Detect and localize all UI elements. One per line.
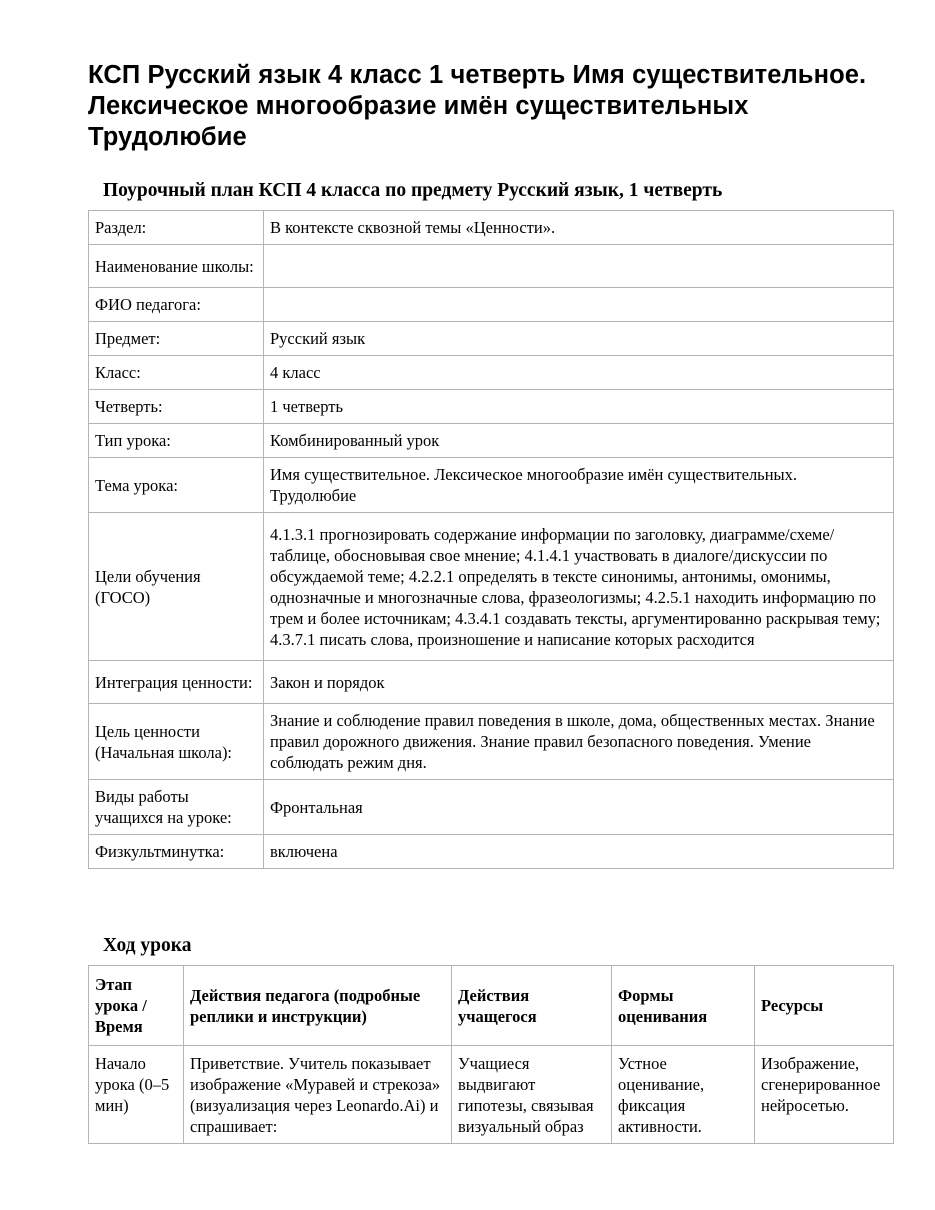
info-value: Русский язык: [264, 322, 894, 356]
cell-stage: Начало урока (0–5 мин): [89, 1046, 184, 1144]
info-label: Раздел:: [89, 211, 264, 245]
info-value: Закон и порядок: [264, 661, 894, 704]
info-label: Виды работы учащихся на уроке:: [89, 780, 264, 835]
info-row-section: [89, 211, 894, 245]
info-row-value-integration: [89, 661, 894, 704]
info-label: Интеграция ценности:: [89, 661, 264, 704]
info-row-teacher: [89, 288, 894, 322]
document-title: КСП Русский язык 4 класс 1 четверть Имя существительное. Лексическое многообразие имён существительных Трудолюбие: [88, 61, 867, 151]
document-page: [88, 0, 893, 1136]
info-label: Физкультминутка:: [89, 835, 264, 869]
info-label: ФИО педагога:: [89, 288, 264, 322]
course-heading: Ход урока: [103, 935, 192, 956]
header-stage: Этап урока / Время: [89, 966, 184, 1046]
info-value: 4.1.3.1 прогнозировать содержание информации по заголовку, диаграмме/схеме/ таблице, обосновывая свое мнение; 4.1.4.1 участвовать в диалоге/дискуссии по обсуждаемой теме; 4.2.2.1 определять в тексте синонимы, антонимы, омонимы, однозначные и многозначные слова, фразеологизмы; 4.2.5.1 находить информацию по трем и более источникам; 4.3.4.1 создавать тексты, аргументированно раскрывая тему; 4.3.7.1 писать слова, произношение и написание которых расходится: [264, 513, 894, 661]
info-row-subject: [89, 322, 894, 356]
info-row-topic: [89, 458, 894, 513]
info-value: 1 четверть: [264, 390, 894, 424]
course-header-row: [89, 966, 894, 1046]
info-value: В контексте сквозной темы «Ценности».: [264, 211, 894, 245]
info-value: [264, 288, 894, 322]
cell-teacher-actions: Приветствие. Учитель показывает изображение «Муравей и стрекоза» (визуализация через Leonardo.Ai) и спрашивает:: [184, 1046, 452, 1144]
info-value: 4 класс: [264, 356, 894, 390]
info-value: Имя существительное. Лексическое многообразие имён существительных. Трудолюбие: [264, 458, 894, 513]
info-label: Цели обучения (ГОСО): [89, 513, 264, 661]
cell-resources: Изображение, сгенерированное нейросетью.: [755, 1046, 894, 1144]
info-value: Комбинированный урок: [264, 424, 894, 458]
info-label: Четверть:: [89, 390, 264, 424]
info-row-school: [89, 245, 894, 288]
info-label: Цель ценности (Начальная школа):: [89, 704, 264, 780]
info-label: Тип урока:: [89, 424, 264, 458]
info-row-pe-break: [89, 835, 894, 869]
header-resources: Ресурсы: [755, 966, 894, 1046]
cell-student-actions: Учащиеся выдвигают гипотезы, связывая визуальный образ: [452, 1046, 612, 1144]
header-teacher-actions: Действия педагога (подробные реплики и инструкции): [184, 966, 452, 1046]
lesson-info-table: [88, 210, 894, 869]
info-value: [264, 245, 894, 288]
table-row: [89, 1046, 894, 1144]
info-label: Предмет:: [89, 322, 264, 356]
info-label: Наименование школы:: [89, 245, 264, 288]
info-row-lesson-type: [89, 424, 894, 458]
info-value: включена: [264, 835, 894, 869]
info-value: Фронтальная: [264, 780, 894, 835]
info-label: Класс:: [89, 356, 264, 390]
info-row-value-goal: [89, 704, 894, 780]
header-assessment: Формы оценивания: [612, 966, 755, 1046]
info-row-work-types: [89, 780, 894, 835]
header-student-actions: Действия учащегося: [452, 966, 612, 1046]
cell-assessment: Устное оценивание, фиксация активности.: [612, 1046, 755, 1144]
info-row-learning-goals: [89, 513, 894, 661]
lesson-course-table: [88, 965, 894, 1144]
info-label: Тема урока:: [89, 458, 264, 513]
info-value: Знание и соблюдение правил поведения в школе, дома, общественных местах. Знание правил дорожного движения. Знание правил безопасного поведения. Умение соблюдать режим дня.: [264, 704, 894, 780]
info-row-grade: [89, 356, 894, 390]
plan-heading: Поурочный план КСП 4 класса по предмету Русский язык, 1 четверть: [103, 180, 723, 201]
info-row-quarter: [89, 390, 894, 424]
